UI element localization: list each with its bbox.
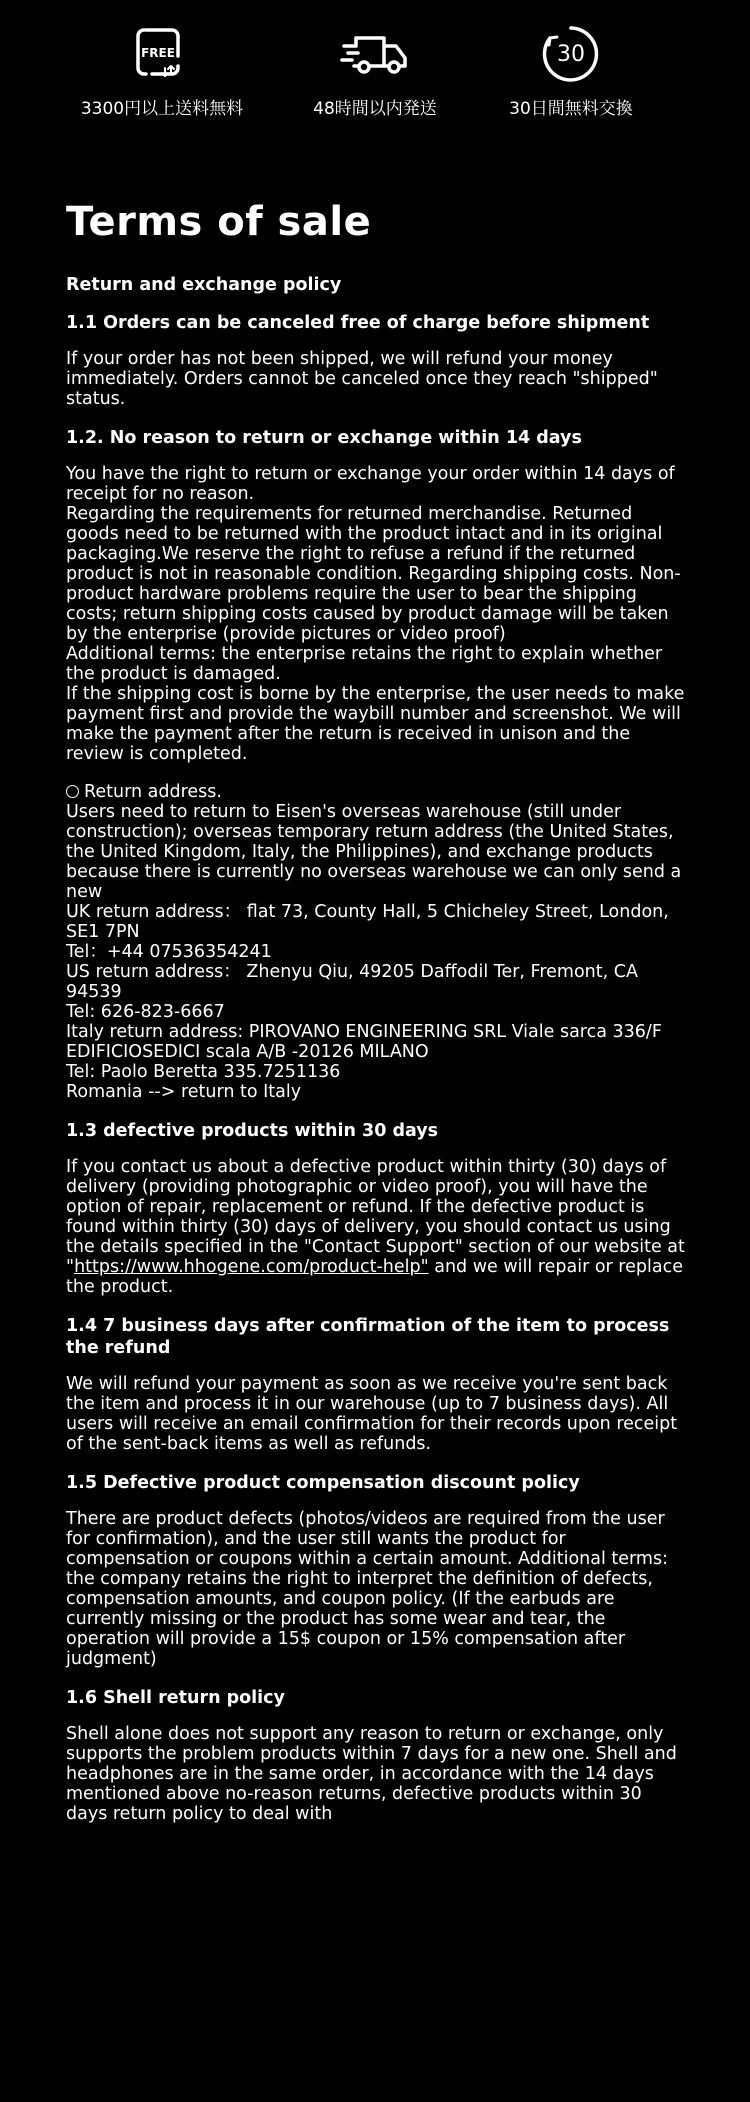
features-bar <box>0 0 750 160</box>
return-address-title: Return address. <box>66 782 686 802</box>
italy-phone: Tel: Paolo Beretta 335.7251136 <box>66 1062 341 1082</box>
thirty-days-icon <box>536 26 606 82</box>
free-shipping-icon <box>127 26 197 82</box>
feature-label: 48時間以内発送 <box>313 99 437 119</box>
policy-title: Return and exchange policy <box>66 275 342 295</box>
italy-return-address: Italy return address: PIROVANO ENGINEERING SRL Viale sarca 336/F EDIFICIOSEDICI scala A/B -20126 MILANO <box>66 1022 662 1062</box>
section-heading-1-2: 1.2. No reason to return or exchange within 14 days <box>66 428 582 448</box>
return-address-block <box>66 782 686 1102</box>
section-text-1-6: Shell alone does not support any reason to return or exchange, only supports the problem products within 7 days for a new one. Shell and headphones are in the same order, in accordance with the 14 days mentioned above no-reason returns, defective products within 30 days return policy to deal with <box>66 1724 677 1824</box>
paragraph-line: If the shipping cost is borne by the enterprise, the user needs to make payment first and provide the waybill number and screenshot. We will make the payment after the return is received in unison and the review is completed. <box>66 684 685 764</box>
section-text-1-2 <box>66 464 686 764</box>
section-heading-1-6: 1.6 Shell return policy <box>66 1688 285 1708</box>
uk-phone: Tel：+44 07536354241 <box>66 942 272 962</box>
terms-content <box>66 190 686 1842</box>
feature-label: 3300円以上送料無料 <box>80 99 244 119</box>
svg-text:30: 30 <box>557 42 585 67</box>
text-segment: and we will repair or replace the product. <box>66 1257 683 1297</box>
svg-text:FREE: FREE <box>141 46 175 60</box>
romania-return-note: Romania --> return to Italy <box>66 1082 302 1102</box>
delivery-truck-icon <box>340 26 410 82</box>
us-return-address: US return address： Zhenyu Qiu, 49205 Daffodil Ter, Fremont, CA 94539 <box>66 962 638 1002</box>
feature-free-exchange <box>461 26 681 120</box>
section-heading-1-5: 1.5 Defective product compensation discount policy <box>66 1473 580 1493</box>
feature-free-shipping <box>52 26 272 120</box>
feature-label: 30日間無料交換 <box>509 99 633 119</box>
page-title: Terms of sale <box>66 199 372 245</box>
us-phone: Tel: 626-823-6667 <box>66 1002 225 1022</box>
product-help-link[interactable]: https://www.hhogene.com/product-help" <box>74 1257 429 1277</box>
paragraph-line: Additional terms: the enterprise retains the right to explain whether the product is damaged. <box>66 644 663 684</box>
section-text-1-5: There are product defects (photos/videos are required from the user for confirmation), and the user still wants the product for compensation or coupons within a certain amount. Additional terms: the company retains the right to interpret the definition of defects, compensation amounts, and coupon policy. (If the earbuds are currently missing or the product has some wear and tear, the operation will provide a 15$ coupon or 15% compensation after judgment) <box>66 1509 668 1669</box>
section-heading-1-1: 1.1 Orders can be canceled free of charge before shipment <box>66 313 650 333</box>
feature-fast-dispatch <box>265 26 485 120</box>
section-heading-1-4: 1.4 7 business days after confirmation of the item to process the refund <box>66 1316 670 1358</box>
uk-return-address: UK return address： flat 73, County Hall, 5 Chicheley Street, London, SE1 7PN <box>66 902 669 942</box>
return-address-intro: Users need to return to Eisen's overseas warehouse (still under construction); overseas temporary return address (the United States, the United Kingdom, Italy, the Philippines), and exchange products because there is currently no overseas warehouse we can only send a new <box>66 802 682 902</box>
section-heading-1-3: 1.3 defective products within 30 days <box>66 1121 439 1141</box>
section-text-1-1: If your order has not been shipped, we will refund your money immediately. Orders cannot be canceled once they reach "shipped" status. <box>66 349 658 409</box>
section-text-1-3 <box>66 1157 686 1297</box>
text-segment: If you contact us about a defective product within thirty (30) days of delivery (providing photographic or video proof), you will have the option of repair, replacement or refund. If the defective product is found within thirty (30) days of delivery, you should contact us using the details specified in the "Contact Support" section of our website at " <box>66 1157 685 1277</box>
paragraph-line: Regarding the requirements for returned merchandise. Returned goods need to be returned with the product intact and in its original packaging.We reserve the right to refuse a refund if the returned product is not in reasonable condition. Regarding shipping costs. Non-product hardware problems require the user to bear the shipping costs; return shipping costs caused by product damage will be taken by the enterprise (provide pictures or video proof) <box>66 504 681 644</box>
circle-bullet-icon <box>66 785 79 798</box>
paragraph-line: You have the right to return or exchange your order within 14 days of receipt for no reason. <box>66 464 675 504</box>
section-text-1-4: We will refund your payment as soon as we receive you're sent back the item and process it in our warehouse (up to 7 business days). All users will receive an email confirmation for their records upon receipt of the sent-back items as well as refunds. <box>66 1374 678 1454</box>
